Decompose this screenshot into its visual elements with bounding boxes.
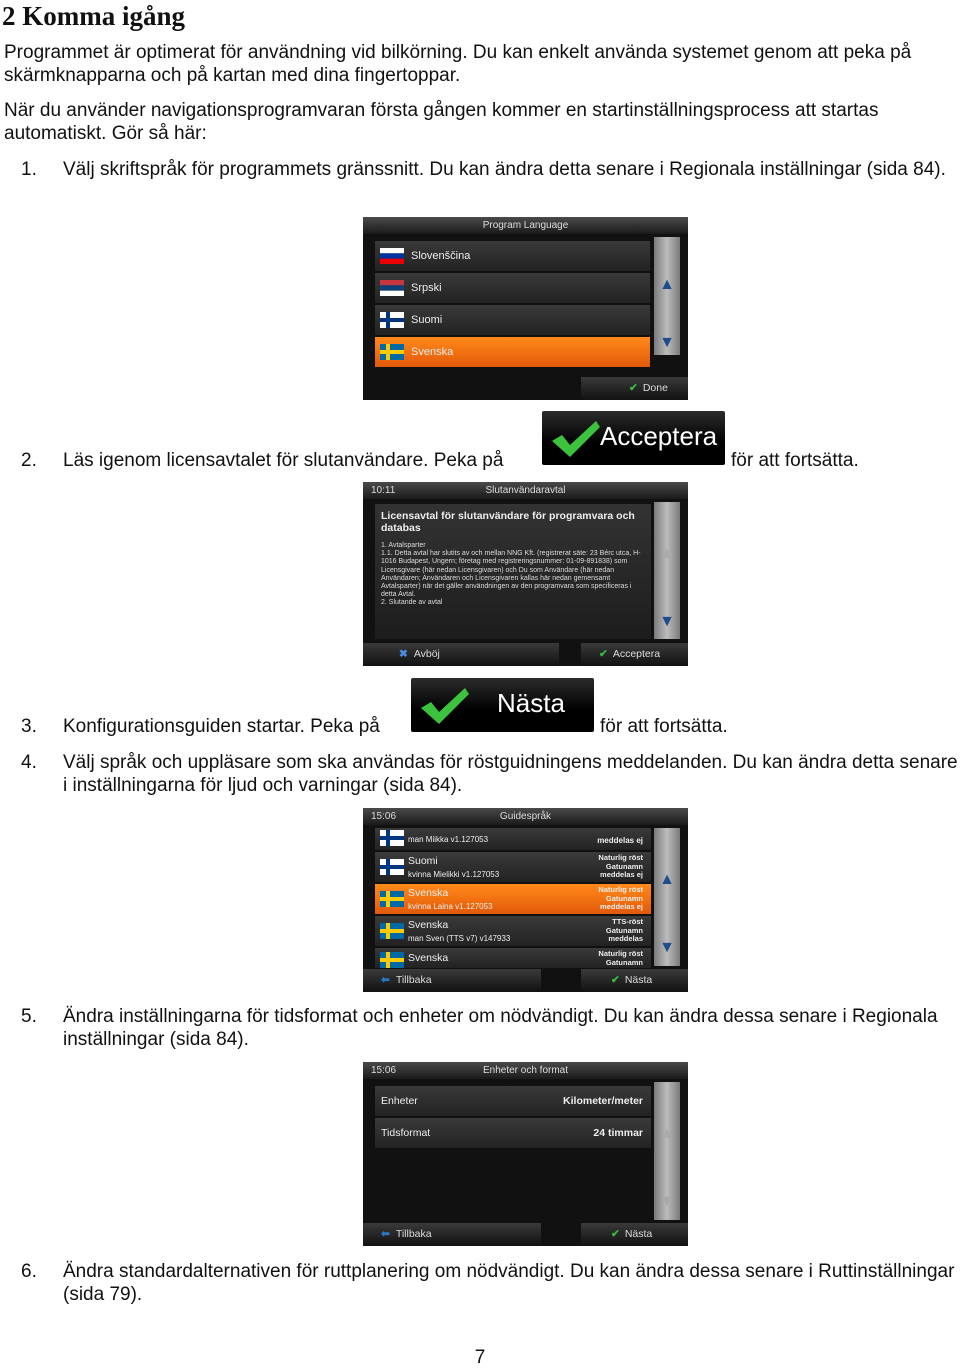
step-5-text: Ändra inställningarna för tidsformat och enheter om nödvändigt. Du kan ändra dessa senare i Regionala inställningar (sida 84).: [63, 1006, 938, 1050]
scrollbar[interactable]: [654, 502, 680, 639]
sweden-flag-icon: [380, 952, 404, 968]
back-label: Tillbaka: [395, 1228, 432, 1240]
screen-title: Guidespråk: [363, 808, 688, 825]
close-icon: ✖: [399, 648, 408, 660]
step-2-number: 2.: [21, 450, 37, 471]
done-label: Done: [642, 382, 668, 394]
voice-name: Svenska: [408, 919, 449, 931]
voice-status: meddelas ej: [597, 836, 643, 845]
page-number: 7: [474, 1347, 486, 1368]
list-item[interactable]: [375, 948, 651, 968]
accept-button-label: Acceptera: [600, 421, 718, 451]
check-icon: ✔: [611, 1228, 620, 1240]
sweden-flag-icon: [380, 344, 404, 360]
back-arrow-icon: ⬅: [381, 974, 390, 986]
program-language-screenshot: [363, 217, 688, 400]
arrow-up-icon[interactable]: ▲: [659, 1125, 675, 1142]
step-1-number: 1.: [21, 159, 37, 180]
serbia-flag-icon: [380, 280, 404, 296]
language-list: [375, 241, 650, 369]
step-2-text: Läs igenom licensavtalet för slutanvändare. Peka på: [63, 450, 504, 471]
step-4-text: Välj språk och uppläsare som ska användas för röstguidningens meddelanden. Du kan ändra detta senare i inställningarna för ljud och varningar (sida 84).: [63, 752, 958, 796]
accept-button-image: [542, 411, 725, 465]
finland-flag-icon: [380, 859, 404, 875]
check-icon: ✔: [611, 974, 620, 986]
step-2-text-after: för att fortsätta.: [731, 450, 859, 471]
screen-title: Program Language: [363, 217, 688, 234]
screen-title: Enheter och format: [363, 1062, 688, 1079]
step-1-text: Välj skriftspråk för programmets gränssnitt. Du kan ändra detta senare i Regionala inställningar (sida 84).: [63, 159, 946, 180]
next-label: Nästa: [624, 1228, 653, 1240]
voice-sub-label: man Sven (TTS v7) v147933: [408, 934, 511, 943]
list-item-label: Srpski: [411, 282, 442, 294]
sweden-flag-icon: [380, 891, 404, 907]
sweden-flag-icon: [380, 923, 404, 939]
list-item[interactable]: [375, 916, 651, 946]
check-icon: ✔: [629, 382, 638, 394]
arrow-up-icon[interactable]: ▲: [659, 545, 675, 562]
list-item[interactable]: [375, 305, 650, 335]
arrow-down-icon[interactable]: ▼: [659, 1193, 675, 1210]
back-button[interactable]: [363, 969, 541, 992]
voice-name: Svenska: [408, 952, 449, 964]
units-row[interactable]: [375, 1086, 651, 1116]
arrow-down-icon[interactable]: ▼: [659, 334, 675, 351]
intro-paragraph-1: Programmet är optimerat för användning vid bilkörning. Du kan enkelt använda systemet genom att peka på skärmknapparna och på kartan med dina fingertoppar.: [4, 42, 912, 86]
back-button[interactable]: [363, 1223, 541, 1246]
check-icon: [550, 419, 602, 459]
next-button[interactable]: [581, 1223, 688, 1246]
arrow-up-icon[interactable]: ▲: [659, 871, 675, 888]
time-format-row[interactable]: [375, 1118, 651, 1148]
units-formats-screenshot: [363, 1062, 688, 1246]
section-heading: 2 Komma igång: [2, 1, 186, 31]
step-6-number: 6.: [21, 1261, 37, 1282]
check-icon: ✔: [599, 648, 608, 660]
voice-status: Naturlig röst Gatunamn meddelas ej: [598, 885, 643, 911]
voice-sub-label: kvinna Mielikki v1.127053: [408, 870, 500, 879]
voice-name: Suomi: [408, 855, 438, 867]
finland-flag-icon: [380, 312, 404, 328]
arrow-down-icon[interactable]: ▼: [659, 939, 675, 956]
intro-paragraph-2: När du använder navigationsprogramvaran första gången kommer en startinställningsprocess att startas automatiskt. Gör så här:: [4, 100, 879, 144]
decline-label: Avböj: [413, 648, 440, 660]
clock-time: 10:11: [371, 485, 396, 496]
done-button[interactable]: [581, 377, 688, 400]
check-icon: [419, 686, 471, 726]
voice-name: Svenska: [408, 887, 449, 899]
license-body: 1. Avtalsparter 1.1. Detta avtal har slutits av och mellan NNG Kft. (registrerat säte: 23 Bérc utca, H-1016 Budapest, Ungern; företag med registreringsnummer: 01-09-891838) som Licensgivare (här nedan Licensgivaren) och Du som Användare (här nedan Användaren; Användaren och Licensgivaren kallas här nedan gemensamt Avtalsparter) när det gäller användningen av den programvara som specificeras i detta Avtal. 2. Slutande av avtal: [381, 542, 641, 607]
list-item-label: Slovenščina: [411, 250, 471, 262]
back-arrow-icon: ⬅: [381, 1228, 390, 1240]
voice-list: [375, 828, 651, 970]
list-item[interactable]: [375, 852, 651, 882]
next-button[interactable]: [581, 969, 688, 992]
step-3-text-after: för att fortsätta.: [600, 716, 728, 737]
scrollbar[interactable]: [654, 828, 680, 966]
clock-time: 15:06: [371, 811, 397, 822]
setting-label: Tidsformat: [381, 1127, 431, 1139]
next-button-label: Nästa: [497, 688, 565, 718]
setting-value: Kilometer/meter: [563, 1095, 643, 1107]
accept-button[interactable]: [581, 643, 688, 666]
clock-time: 15:06: [371, 1065, 397, 1076]
slovenia-flag-icon: [380, 248, 404, 264]
finland-flag-icon: [380, 830, 404, 846]
voice-sub-label: man Miikka v1.127053: [408, 835, 489, 844]
step-3-number: 3.: [21, 716, 37, 737]
setting-value: 24 timmar: [593, 1127, 643, 1139]
decline-button[interactable]: [363, 643, 559, 666]
list-item-selected[interactable]: [375, 337, 650, 367]
screen-title: Slutanvändaravtal: [363, 482, 688, 499]
list-item-selected[interactable]: [375, 884, 651, 914]
scrollbar[interactable]: [654, 237, 680, 355]
step-5-number: 5.: [21, 1006, 37, 1027]
settings-list: [375, 1086, 651, 1150]
scrollbar[interactable]: [654, 1082, 680, 1220]
list-item[interactable]: [375, 273, 650, 303]
voice-status: TTS-röst Gatunamn meddelas: [605, 917, 643, 943]
list-item[interactable]: [375, 241, 650, 271]
setting-label: Enheter: [381, 1095, 418, 1107]
license-agreement-screenshot: [363, 482, 688, 666]
back-label: Tillbaka: [395, 974, 432, 986]
step-6-text: Ändra standardalternativen för ruttplanering om nödvändigt. Du kan ändra dessa senare i Ruttinställningar (sida 79).: [63, 1261, 955, 1305]
voice-sub-label: kvinna Laina v1.127053: [408, 902, 493, 911]
step-4-number: 4.: [21, 752, 37, 773]
license-text-panel: [375, 504, 651, 639]
list-item[interactable]: [375, 828, 651, 850]
step-3-text: Konfigurationsguiden startar. Peka på: [63, 716, 380, 737]
list-item-label: Suomi: [411, 314, 443, 326]
arrow-up-icon[interactable]: ▲: [659, 276, 675, 293]
accept-label: Acceptera: [612, 648, 661, 660]
next-button-image: [411, 678, 594, 732]
voice-language-screenshot: [363, 808, 688, 992]
license-heading: Licensavtal för slutanvändare för programvara och databas: [381, 510, 635, 534]
arrow-down-icon[interactable]: ▼: [659, 613, 675, 630]
voice-status: Naturlig röst Gatunamn meddelas ej: [598, 853, 643, 879]
voice-status: Naturlig röst Gatunamn: [598, 949, 643, 967]
next-label: Nästa: [624, 974, 653, 986]
list-item-label: Svenska: [411, 346, 454, 358]
